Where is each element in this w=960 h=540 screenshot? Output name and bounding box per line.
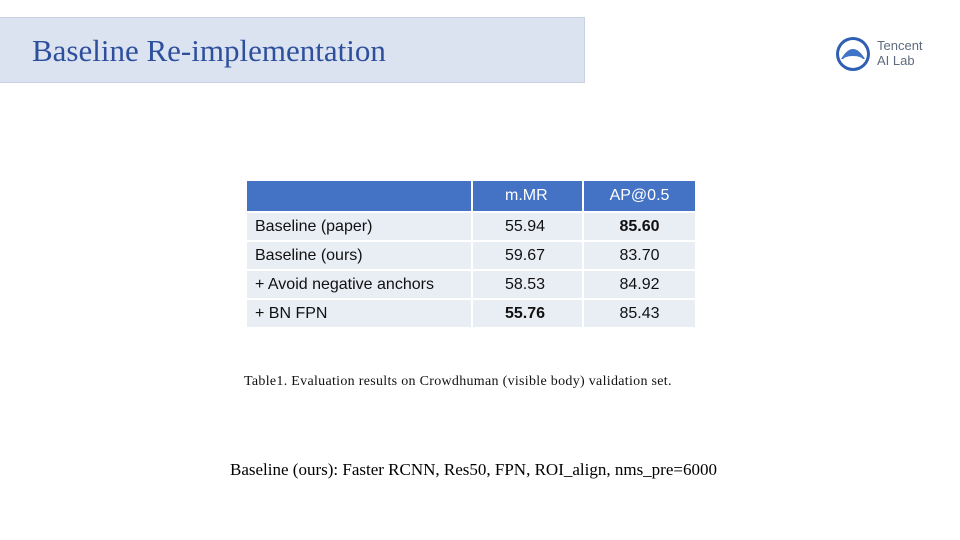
logo-text-line2: AI Lab — [877, 53, 915, 68]
row-name-cell: Baseline (ours) — [247, 240, 473, 269]
results-table — [247, 181, 695, 327]
row-ap-cell: 83.70 — [584, 240, 695, 269]
table-header-row — [247, 181, 695, 211]
row-name-cell: Baseline (paper) — [247, 211, 473, 240]
row-mmr-cell: 59.67 — [473, 240, 584, 269]
tencent-ai-lab-logo-icon — [834, 35, 872, 73]
table-row — [247, 211, 695, 240]
table-row — [247, 269, 695, 298]
row-name-cell: + Avoid negative anchors — [247, 269, 473, 298]
baseline-note: Baseline (ours): Faster RCNN, Res50, FPN, ROI_align, nms_pre=6000 — [230, 460, 717, 479]
header-cell-mmr: m.MR — [473, 181, 584, 211]
row-mmr-cell: 55.94 — [473, 211, 584, 240]
table-row — [247, 298, 695, 327]
row-ap-cell: 84.92 — [584, 269, 695, 298]
header-cell-ap: AP@0.5 — [584, 181, 695, 211]
row-ap-cell: 85.60 — [584, 211, 695, 240]
row-mmr-cell: 58.53 — [473, 269, 584, 298]
slide-title: Baseline Re-implementation — [32, 33, 386, 68]
row-ap-cell: 85.43 — [584, 298, 695, 327]
table-caption: Table1. Evaluation results on Crowdhuman (visible body) validation set. — [244, 374, 672, 389]
row-mmr-cell: 55.76 — [473, 298, 584, 327]
header-cell-name — [247, 181, 473, 211]
row-name-cell: + BN FPN — [247, 298, 473, 327]
logo-text-line1: Tencent — [877, 38, 923, 53]
logo — [834, 35, 944, 75]
table-row — [247, 240, 695, 269]
